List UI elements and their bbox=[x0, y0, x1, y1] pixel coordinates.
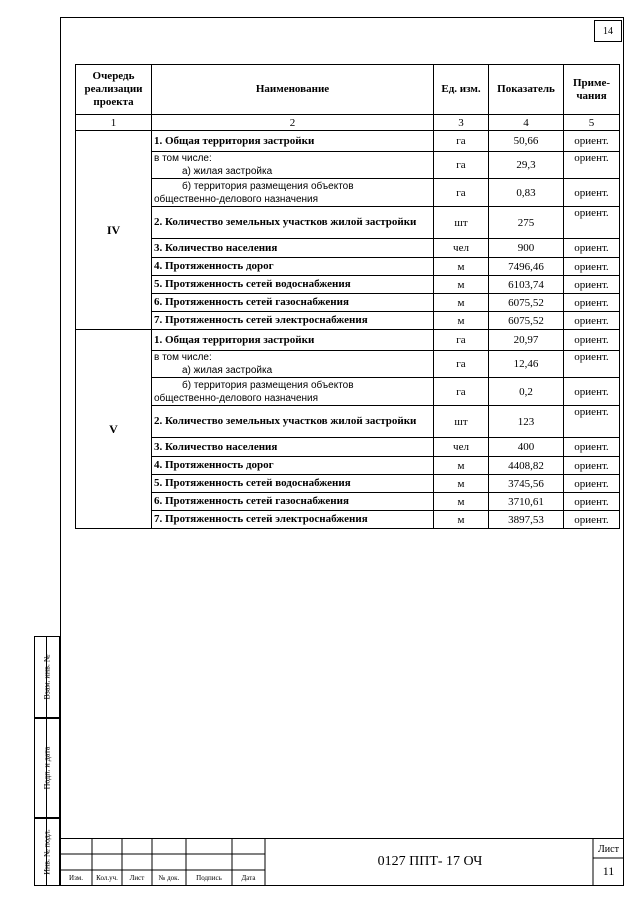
col-number: 1 bbox=[76, 115, 152, 131]
row-value: 20,97 bbox=[489, 330, 564, 351]
side-stamp-vzam-inv: Взам. инв. № bbox=[34, 636, 60, 718]
table-row bbox=[76, 511, 620, 529]
row-unit: га bbox=[434, 152, 489, 179]
row-unit: м bbox=[434, 475, 489, 493]
side-stamp-inv-podl: Инв. № подл. bbox=[34, 818, 60, 886]
row-note: ориент. bbox=[564, 276, 620, 294]
row-value: 900 bbox=[489, 239, 564, 258]
row-unit: шт bbox=[434, 406, 489, 438]
row-name: 1. Общая территория застройки bbox=[152, 330, 434, 351]
row-value: 0,83 bbox=[489, 179, 564, 207]
row-note: ориент. bbox=[564, 179, 620, 207]
row-name: 6. Протяженность сетей газоснабжения bbox=[152, 493, 434, 511]
row-name: 3. Количество населения bbox=[152, 438, 434, 457]
table-row bbox=[76, 406, 620, 438]
row-name: 5. Протяженность сетей водоснабжения bbox=[152, 475, 434, 493]
table-row bbox=[76, 493, 620, 511]
row-unit: м bbox=[434, 258, 489, 276]
row-unit: м bbox=[434, 457, 489, 475]
row-note: ориент. bbox=[564, 258, 620, 276]
table-row bbox=[76, 258, 620, 276]
row-unit: га bbox=[434, 131, 489, 152]
row-unit: га bbox=[434, 351, 489, 378]
table-row bbox=[76, 330, 620, 351]
row-unit: га bbox=[434, 378, 489, 406]
row-name: 7. Протяженность сетей электроснабжения bbox=[152, 511, 434, 529]
row-note: ориент. bbox=[564, 406, 620, 438]
row-name: 2. Количество земельных участков жилой застройки bbox=[152, 406, 434, 438]
row-name: в том числе: а) жилая застройка bbox=[152, 152, 434, 179]
table-row bbox=[76, 351, 620, 378]
row-unit: м bbox=[434, 294, 489, 312]
stage-label: V bbox=[76, 330, 152, 529]
row-value: 4408,82 bbox=[489, 457, 564, 475]
indicators-table bbox=[75, 64, 620, 529]
sheet-label: Лист bbox=[598, 844, 619, 855]
side-stamp-column bbox=[46, 636, 60, 886]
row-unit: га bbox=[434, 330, 489, 351]
row-name: 4. Протяженность дорог bbox=[152, 258, 434, 276]
row-note: ориент. bbox=[564, 131, 620, 152]
row-note: ориент. bbox=[564, 457, 620, 475]
header-stage: Очередь реализации проекта bbox=[76, 65, 152, 115]
row-value: 7496,46 bbox=[489, 258, 564, 276]
header-note: Приме-чания bbox=[564, 65, 620, 115]
table-row bbox=[76, 276, 620, 294]
table-row bbox=[76, 294, 620, 312]
row-note: ориент. bbox=[564, 330, 620, 351]
row-value: 6075,52 bbox=[489, 312, 564, 330]
tb-col-izm: Изм. bbox=[69, 874, 83, 882]
row-value: 29,3 bbox=[489, 152, 564, 179]
header-unit: Ед. изм. bbox=[434, 65, 489, 115]
row-note: ориент. bbox=[564, 239, 620, 258]
col-number: 3 bbox=[434, 115, 489, 131]
tb-col-doc: № док. bbox=[158, 874, 180, 882]
row-note: ориент. bbox=[564, 207, 620, 239]
row-value: 12,46 bbox=[489, 351, 564, 378]
row-unit: м bbox=[434, 493, 489, 511]
column-number-row bbox=[76, 115, 620, 131]
header-value: Показатель bbox=[489, 65, 564, 115]
table-row bbox=[76, 179, 620, 207]
document-code: 0127 ППТ- 17 ОЧ bbox=[377, 854, 483, 869]
row-value: 3745,56 bbox=[489, 475, 564, 493]
row-unit: чел bbox=[434, 239, 489, 258]
row-value: 275 bbox=[489, 207, 564, 239]
row-note: ориент. bbox=[564, 438, 620, 457]
row-unit: м bbox=[434, 312, 489, 330]
row-note: ориент. bbox=[564, 475, 620, 493]
table-row bbox=[76, 312, 620, 330]
row-note: ориент. bbox=[564, 351, 620, 378]
row-name: б) территория размещения объектов общественно-делового назначения bbox=[152, 179, 434, 207]
tb-col-date: Дата bbox=[241, 874, 256, 882]
tb-col-list: Лист bbox=[129, 874, 145, 882]
col-number: 5 bbox=[564, 115, 620, 131]
row-unit: чел bbox=[434, 438, 489, 457]
row-value: 6075,52 bbox=[489, 294, 564, 312]
table-row bbox=[76, 475, 620, 493]
tb-col-signature: Подпись bbox=[196, 874, 222, 882]
row-value: 123 bbox=[489, 406, 564, 438]
table-row bbox=[76, 438, 620, 457]
row-name: 4. Протяженность дорог bbox=[152, 457, 434, 475]
col-number: 2 bbox=[152, 115, 434, 131]
table-row bbox=[76, 207, 620, 239]
stage-label: IV bbox=[76, 131, 152, 330]
row-value: 6103,74 bbox=[489, 276, 564, 294]
row-unit: шт bbox=[434, 207, 489, 239]
side-stamp-podp-data: Подп. и дата bbox=[34, 718, 60, 818]
row-name: 6. Протяженность сетей газоснабжения bbox=[152, 294, 434, 312]
row-name: 7. Протяженность сетей электроснабжения bbox=[152, 312, 434, 330]
row-value: 3897,53 bbox=[489, 511, 564, 529]
row-unit: га bbox=[434, 179, 489, 207]
row-name: в том числе: а) жилая застройка bbox=[152, 351, 434, 378]
row-name: 5. Протяженность сетей водоснабжения bbox=[152, 276, 434, 294]
row-note: ориент. bbox=[564, 511, 620, 529]
row-name: б) территория размещения объектов общественно-делового назначения bbox=[152, 378, 434, 406]
row-name: 3. Количество населения bbox=[152, 239, 434, 258]
row-value: 50,66 bbox=[489, 131, 564, 152]
table-row bbox=[76, 152, 620, 179]
table-row bbox=[76, 378, 620, 406]
row-value: 3710,61 bbox=[489, 493, 564, 511]
row-name: 2. Количество земельных участков жилой застройки bbox=[152, 207, 434, 239]
table-row bbox=[76, 239, 620, 258]
page-number: 14 bbox=[594, 20, 622, 42]
row-value: 0,2 bbox=[489, 378, 564, 406]
sheet-number: 11 bbox=[602, 864, 615, 878]
row-note: ориент. bbox=[564, 152, 620, 179]
col-number: 4 bbox=[489, 115, 564, 131]
row-note: ориент. bbox=[564, 378, 620, 406]
header-name: Наименование bbox=[152, 65, 434, 115]
tb-col-kol-uch: Кол.уч. bbox=[96, 874, 118, 882]
row-note: ориент. bbox=[564, 294, 620, 312]
row-unit: м bbox=[434, 276, 489, 294]
row-name: 1. Общая территория застройки bbox=[152, 131, 434, 152]
header-row bbox=[76, 65, 620, 115]
row-note: ориент. bbox=[564, 312, 620, 330]
row-unit: м bbox=[434, 511, 489, 529]
row-note: ориент. bbox=[564, 493, 620, 511]
table-row bbox=[76, 457, 620, 475]
row-value: 400 bbox=[489, 438, 564, 457]
table-row bbox=[76, 131, 620, 152]
